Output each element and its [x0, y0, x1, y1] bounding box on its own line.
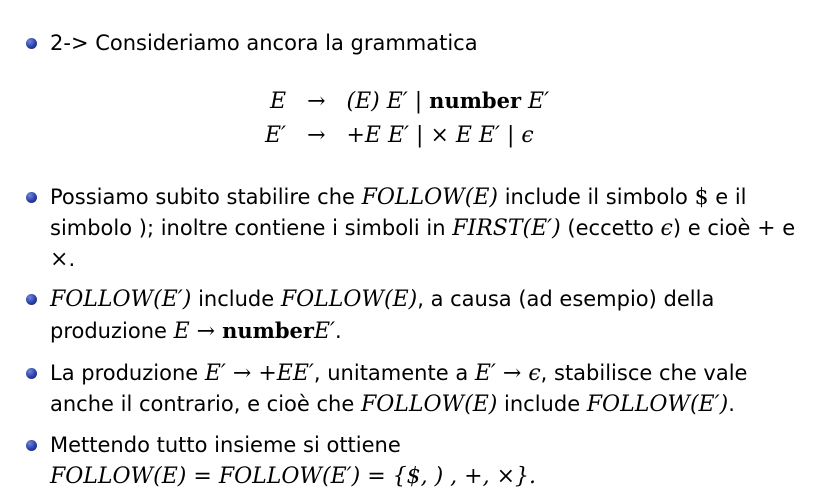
grammar-arrow: → [307, 123, 326, 148]
math-follow-e: FOLLOW(E) [280, 287, 418, 312]
bullet-icon [26, 38, 37, 49]
bullet-item-3: FOLLOW(E′) include FOLLOW(E), a causa (ad esempio) della produzione E → numberE′. [26, 284, 816, 347]
grammar-row [258, 119, 556, 153]
grammar-lhs: E [270, 88, 287, 114]
bullet-item-1 [26, 28, 816, 59]
math-follow-e-prime: FOLLOW(E′) [50, 287, 192, 312]
grammar-rhs: (E) E′ | number E′ [346, 88, 550, 114]
bullet-icon [26, 368, 37, 379]
bullet-icon [26, 294, 37, 305]
bullet-item-2: Possiamo subito stabilire che FOLLOW(E) include il simbolo $ e il simbolo ); inoltre contiene i simboli in FIRST(E′) (eccetto ϵ) e cioè + e ×. [26, 182, 816, 275]
math-follow-e: FOLLOW(E) [361, 185, 499, 210]
grammar-lhs: E′ [265, 123, 287, 148]
grammar-arrow: → [307, 88, 326, 114]
bullet-icon [26, 192, 37, 203]
bullet-item-4: La produzione E′ → +EE′, unitamente a E′ → ϵ, stabilisce che vale anche il contrario, e cioè che FOLLOW(E) include FOLLOW(E′). [26, 358, 816, 420]
bullet-item-5: Mettendo tutto insieme si ottiene FOLLOW(E) = FOLLOW(E′) = {$, ) , +, ×}. [26, 430, 816, 492]
grammar-block [258, 84, 556, 153]
math-final-equation: FOLLOW(E) = FOLLOW(E′) = {$, ) , +, ×}. [50, 464, 537, 489]
intro-text: 2-> Consideriamo ancora la grammatica [50, 31, 478, 55]
bullet-icon [26, 440, 37, 451]
grammar-row [258, 84, 556, 119]
math-first-e-prime: FIRST(E′) [452, 216, 561, 241]
grammar-rhs: +E E′ | × E E′ | ϵ [346, 123, 534, 148]
